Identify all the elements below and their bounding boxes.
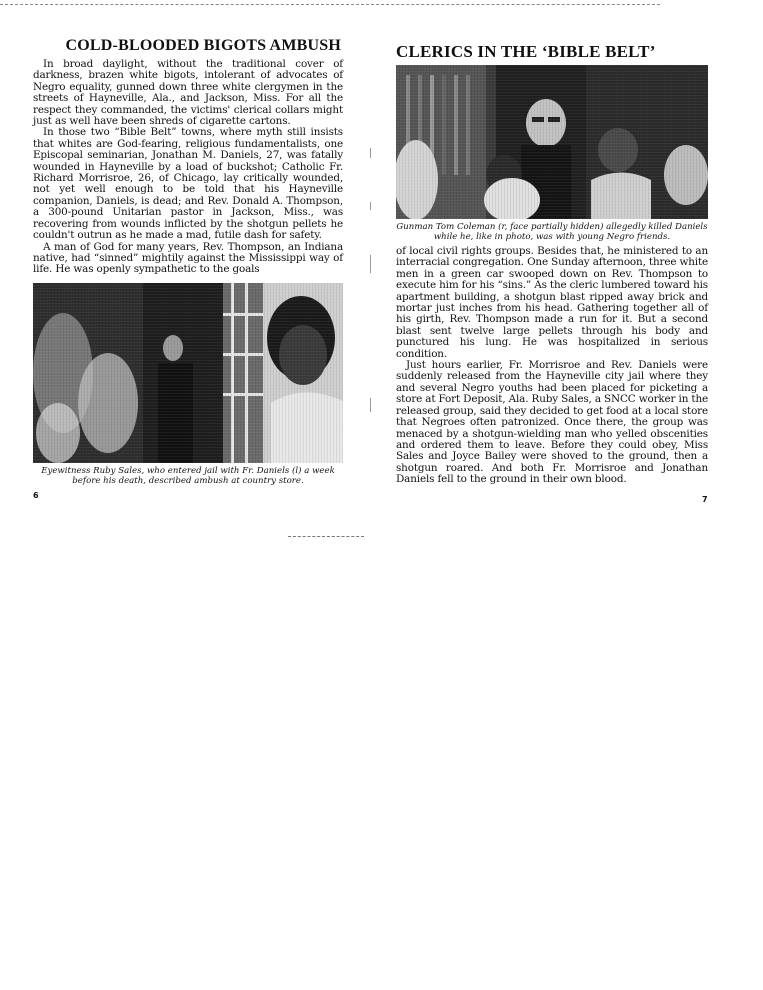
- left-column: [33, 36, 343, 490]
- right-paragraph-1: of local civil rights groups. Besides that, he ministered to an interracial congregation. One Sunday afternoon, three white men in a green car swooped down on Rev. Thompson to execute him for his “sins.” As the cleric lumbered toward his apartment building, a shotgun blast ripped away brick and mortar just inches from his head. Gathering together all of his girth, Rev. Thompson made a run for it. But a second blast sent twelve large pellets through his body and punctured his lung. He was hospitalized in serious condition.: [396, 245, 708, 360]
- page-number-right: 7: [702, 495, 708, 504]
- left-paragraph-1: In broad daylight, without the traditional cover of darkness, brazen white bigots, intolerant of advocates of Negro equality, gunned down three white clergymen in the streets of Hayneville, Ala., and Jackson, Miss. For all the respect they commanded, the victims' clerical collars might just as well have been shreds of cigarette cartons.: [33, 58, 343, 128]
- margin-mark: [370, 148, 371, 158]
- right-paragraph-2: Just hours earlier, Fr. Morrisroe and Rev. Daniels were suddenly released from the Hayneville city jail where they and several Negro youths had been placed for picketing a store at Fort Deposit, Ala. Ruby Sales, a SNCC worker in the released group, said they decided to get food at a local store that Negroes often patronized. Once there, the group was menaced by a shotgun-wielding man who yelled obscenities and ordered them to leave. Before they could obey, Miss Sales and Joyce Bailey were shoved to the ground, then a shotgun roared. And both Fr. Morrisroe and Jonathan Daniels fell to the ground in their own blood.: [396, 359, 708, 486]
- margin-mark: [370, 255, 371, 273]
- eyewitness-photo: [33, 283, 343, 463]
- right-column: [396, 36, 708, 486]
- margin-mark: [370, 202, 371, 210]
- gunman-photo: [396, 65, 708, 219]
- gunman-photo-caption: Gunman Tom Coleman (r, face partially hidden) allegedly killed Daniels while he, like in photo, was with young Negro friends.: [396, 222, 708, 242]
- left-paragraph-2: In those two “Bible Belt” towns, where myth still insists that whites are God-fearing, religious fundamentalists, one Episcopal seminarian, Jonathan M. Daniels, 27, was fatally wounded in Hayneville by a load of buckshot; Catholic Fr. Richard Morrisroe, 26, of Chicago, lay critically wounded, not yet well enough to be told that his Hayneville companion, Daniels, is dead; and Rev. Donald A. Thompson, a 300-pound Unitarian pastor in Jackson, Miss., was recovering from wounds inflicted by the shotgun pellets he couldn't outrun as he made a mad, futile dash for safety.: [33, 126, 343, 242]
- eyewitness-photo-caption: Eyewitness Ruby Sales, who entered jail with Fr. Daniels (l) a week before his death, described ambush at country store.: [41, 465, 335, 486]
- top-dashed-rule: [0, 4, 660, 5]
- margin-mark: [370, 398, 371, 412]
- right-headline: CLERICS IN THE ‘BIBLE BELT’: [396, 42, 656, 61]
- left-paragraph-3: A man of God for many years, Rev. Thompson, an Indiana native, had “sinned” mightily against the Mississippi way of life. He was openly sympathetic to the goals: [33, 240, 343, 276]
- center-dashed-rule: [288, 536, 364, 537]
- left-headline: COLD-BLOODED BIGOTS AMBUSH: [65, 37, 341, 54]
- page-number-left: 6: [33, 491, 39, 500]
